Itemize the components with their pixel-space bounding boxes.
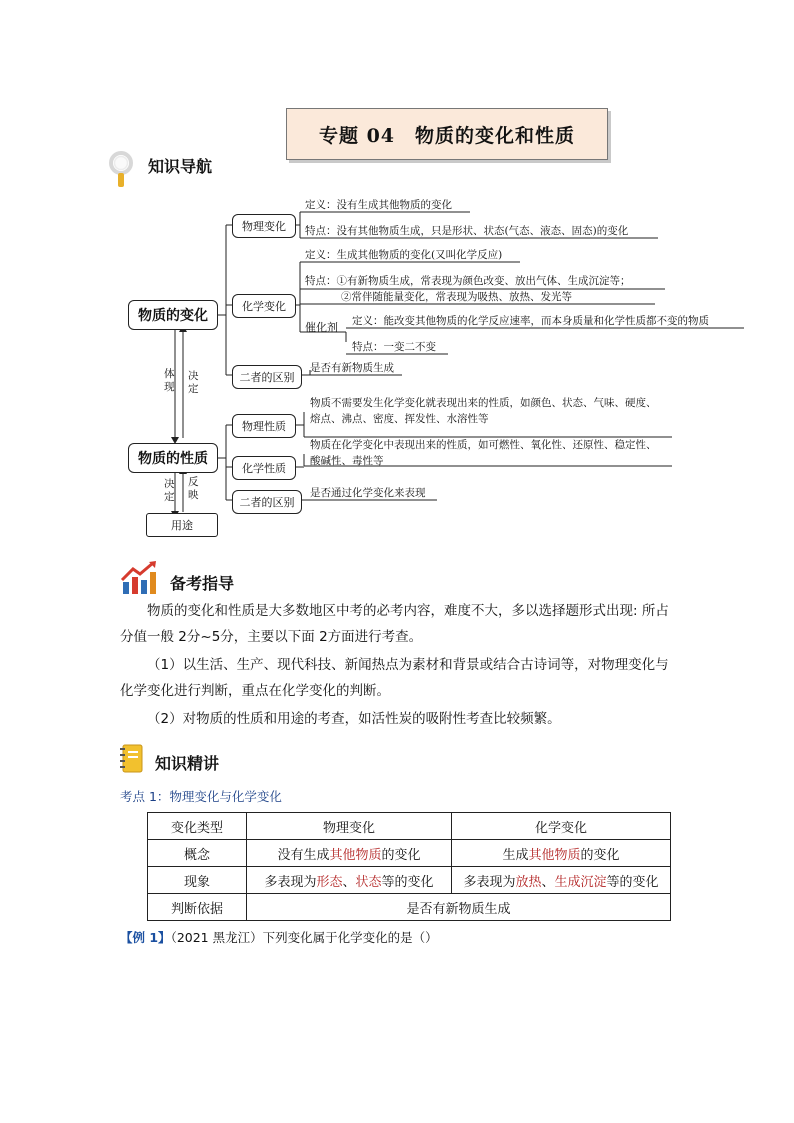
table-cell: 没有生成其他物质的变化 [247, 840, 452, 867]
diff2-text: 是否通过化学变化来表现 [310, 487, 426, 499]
table-cell: 判断依据 [148, 894, 247, 921]
table-header: 物理变化 [247, 813, 452, 840]
diff1-text: 是否有新物质生成 [310, 362, 394, 374]
chart-trend-icon [120, 560, 158, 596]
table-row [148, 867, 671, 894]
guide-paragraph-2: （1）以生活、生产、现代科技、新闻热点为素材和背景或结合古诗词等，对物理变化与化学变化进行判断，重点在化学变化的判断。 [120, 657, 669, 699]
label-embody: 体现 [164, 368, 175, 393]
cp-line-2: 酸碱性、毒性等 [310, 455, 384, 467]
table-cell: 多表现为放热、生成沉淀等的变化 [452, 867, 671, 894]
notebook-icon [120, 744, 144, 774]
node-chemical-change: 化学变化 [232, 294, 296, 318]
section-exam-guide: 备考指导 [170, 574, 235, 593]
table-cell: 是否有新物质生成 [247, 894, 671, 921]
node-material-change: 物质的变化 [128, 300, 218, 330]
section-knowledge-nav: 知识导航 [148, 157, 213, 176]
example-text: （2021 黑龙江）下列变化属于化学变化的是（） [170, 930, 438, 945]
pc-feature: 特点：没有其他物质生成，只是形状、状态(气态、液态、固态)的变化 [305, 225, 629, 237]
cc-feature-2: ②常伴随能量变化，常表现为吸热、放热、发光等 [341, 291, 572, 303]
pc-definition: 定义：没有生成其他物质的变化 [305, 199, 452, 211]
table-cell: 生成其他物质的变化 [452, 840, 671, 867]
table-cell: 现象 [148, 867, 247, 894]
table-cell: 概念 [148, 840, 247, 867]
node-physical-change: 物理变化 [232, 214, 296, 238]
kaodian-heading: 考点 1：物理变化与化学变化 [120, 789, 282, 804]
catalyst-label: 催化剂 [305, 321, 338, 334]
pp-line-2: 熔点、沸点、密度、挥发性、水溶性等 [310, 413, 489, 425]
table-header: 化学变化 [452, 813, 671, 840]
guide-paragraph-1: 物质的变化和性质是大多数地区中考的必考内容，难度不大，多以选择题形式出现: 所占分值一般 2分~5分，主要以下面 2方面进行考查。 [120, 603, 669, 645]
guide-paragraph-3: （2）对物质的性质和用途的考查，如活性炭的吸附性考查比较频繁。 [147, 711, 561, 727]
catalyst-definition: 定义：能改变其他物质的化学反应速率，而本身质量和化学性质都不变的物质 [352, 315, 709, 327]
comparison-table [147, 812, 671, 921]
example-1 [120, 928, 438, 946]
label-decide: 决定 [188, 370, 199, 395]
section-knowledge-lecture: 知识精讲 [155, 754, 220, 773]
node-difference-1: 二者的区别 [232, 365, 302, 389]
example-tag: 【例 1】 [120, 930, 171, 945]
node-difference-2: 二者的区别 [232, 490, 302, 514]
table-row [148, 813, 671, 840]
page-title: 专题 04 物质的变化和性质 [286, 108, 608, 160]
label-reflect: 反映 [188, 476, 199, 501]
table-header: 变化类型 [148, 813, 247, 840]
catalyst-feature: 特点：一变二不变 [352, 341, 436, 353]
label-decide-2: 决定 [164, 478, 175, 503]
cp-line-1: 物质在化学变化中表现出来的性质，如可燃性、氧化性、还原性、稳定性、 [310, 439, 657, 451]
cc-definition: 定义：生成其他物质的变化(又叫化学反应) [305, 249, 503, 261]
cc-feature-1: 特点：①有新物质生成，常表现为颜色改变、放出气体、生成沉淀等； [305, 275, 631, 287]
node-use: 用途 [146, 513, 218, 537]
table-cell: 多表现为形态、状态等的变化 [247, 867, 452, 894]
node-chemical-property: 化学性质 [232, 456, 296, 480]
node-physical-property: 物理性质 [232, 414, 296, 438]
table-row [148, 894, 671, 921]
node-material-property: 物质的性质 [128, 443, 218, 473]
pp-line-1: 物质不需要发生化学变化就表现出来的性质，如颜色、状态、气味、硬度、 [310, 397, 657, 409]
table-row [148, 840, 671, 867]
